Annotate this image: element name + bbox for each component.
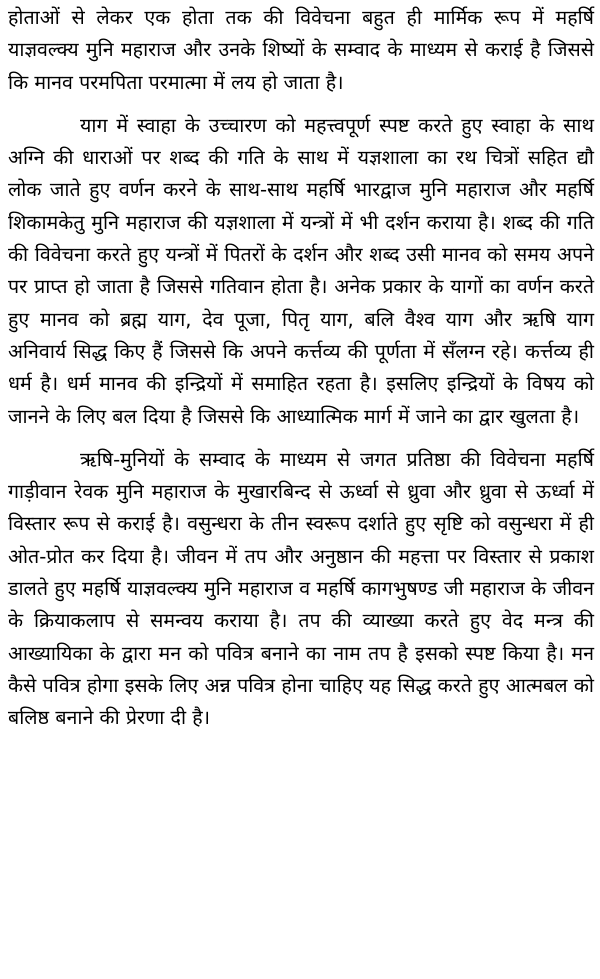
paragraph-continuation: होताओं से लेकर एक होता तक की विवेचना बहुत ही मार्मिक रूप में महर्षि याज्ञवल्क्य मुनि महाराज और उनके शिष्यों के सम्वाद के माध्यम से कराई है जिससे कि मानव परमपिता परमात्मा में लय हो जाता है। xyxy=(8,6,594,94)
paragraph-rishi-dialogue: ऋषि-मुनियों के सम्वाद के माध्यम से जगत प्रतिष्ठा की विवेचना महर्षि गाड़ीवान रेवक मुनि महाराज के मुखारबिन्द से ऊर्ध्वा से ध्रुवा और ध्रुवा से ऊर्ध्वा में विस्तार रूप से कराई है। वसुन्धरा के तीन स्वरूप दर्शाते हुए सृष्टि को वसुन्धरा में ही ओत-प्रोत कर दिया है। जीवन में तप और अनुष्ठान की महत्ता पर विस्तार से प्रकाश डालते हुए महर्षि याज्ञवल्क्य मुनि महाराज व महर्षि कागभुषण्ड जी महाराज के जीवन के क्रियाकलाप से समन्वय कराया है। तप की व्याख्या करते हुए वेद मन्त्र की आख्यायिका के द्वारा मन को पवित्र बनाने का नाम तप है इसको स्पष्ट किया है। मन कैसे पवित्र होगा इसके लिए अन्न पवित्र होना चाहिए यह सिद्ध करते हुए आत्मबल को बलिष्ठ बनाने की प्रेरणा दी है। xyxy=(8,447,594,730)
paragraph-yajna: याग में स्वाहा के उच्चारण को महत्त्वपूर्ण स्पष्ट करते हुए स्वाहा के साथ अग्नि की धाराओं पर शब्द की गति के साथ में यज्ञशाला का रथ चित्रों सहित द्यौ लोक जाते हुए वर्णन करने के साथ-साथ महर्षि भारद्वाज मुनि महाराज और महर्षि शिकामकेतु मुनि महाराज की यज्ञशाला में यन्त्रों में भी दर्शन कराया है। शब्द की गति की विवेचना करते हुए यन्त्रों में पितरों के दर्शन और शब्द उसी मानव को समय अपने पर प्राप्त हो जाता है जिससे गतिवान होता है। अनेक प्रकार के यागों का वर्णन करते हुए मानव को ब्रह्म याग, देव पूजा, पितृ याग, बलि वैश्व याग और ऋषि याग अनिवार्य सिद्ध किए हैं जिससे कि अपने कर्त्तव्य की पूर्णता में सँलग्न रहे। कर्त्तव्य ही धर्म है। धर्म मानव की इन्द्रियों में समाहित रहता है। इसलिए इन्द्रियों के विषय को जानने के लिए बल दिया है जिससे कि आध्यात्मिक मार्ग में जाने का द्वार खुलता है। xyxy=(8,113,594,428)
